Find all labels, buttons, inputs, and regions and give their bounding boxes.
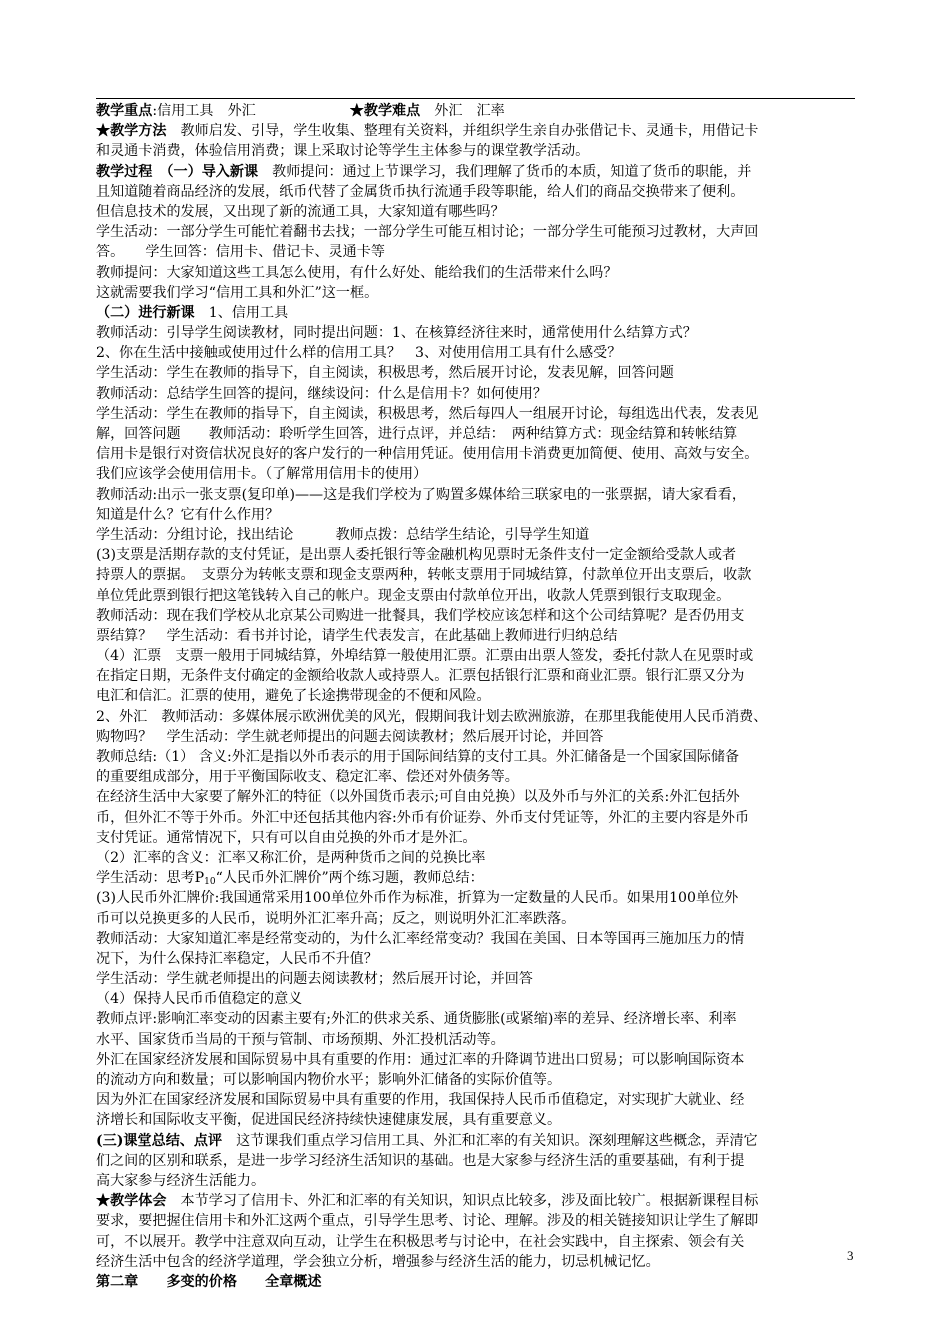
text-line <box>96 1030 858 1050</box>
text-segment: 购物吗？ 学生活动：学生就老师提出的问题去阅读教材；然后展开讨论，并回答 <box>96 728 604 745</box>
text-segment: （4）保持人民币币值稳定的意义 <box>96 991 303 1008</box>
text-line <box>96 162 858 182</box>
text-line <box>96 384 858 404</box>
text-segment: 高大家参与经济生活能力。 <box>96 1172 266 1189</box>
text-line <box>96 1191 858 1211</box>
text-line <box>96 686 858 706</box>
text-line <box>96 545 858 565</box>
text-segment: 电汇和信汇。汇票的使用，避免了长途携带现金的不便和风险。 <box>96 688 491 705</box>
text-segment: 教师活动:出示一张支票(复印单)——这是我们学校为了购置多媒体给三联家电的一张票据，请大家看看， <box>96 486 746 503</box>
text-segment: (3)支票是活期存款的支付凭证，是出票人委托银行等金融机构见票时无条件支付一定金额给受款人或者 <box>96 547 737 564</box>
text-line <box>96 989 858 1009</box>
text-segment: 教师提问：通过上节课学习，我们理解了货币的本质，知道了货币的职能，并 <box>258 163 752 180</box>
text-line <box>96 525 858 545</box>
text-segment: 教师启发、引导，学生收集、整理有关资料，并组织学生亲自办张借记卡、灵通卡，用借记卡 <box>166 123 759 140</box>
text-line <box>96 707 858 727</box>
text-line <box>96 121 858 141</box>
text-segment: 在经济生活中大家要了解外汇的特征（以外国货币表示;可自由兑换）以及外币与外汇的关系:外汇包括外 <box>96 789 740 806</box>
text-segment: 持票人的票据。 支票分为转帐支票和现金支票两种，转帐支票用于同城结算，付款单位开出支票后，收款 <box>96 567 752 584</box>
text-segment: 教师活动：总结学生回答的提问，继续设问：什么是信用卡？如何使用？ <box>96 385 547 402</box>
difficulty-label: ★教学难点 <box>349 103 421 119</box>
text-segment: 学生活动：学生就老师提出的问题去阅读教材；然后展开讨论，并回答 <box>96 971 533 988</box>
text-segment: 1、信用工具 <box>194 304 289 321</box>
text-line <box>96 1272 858 1292</box>
text-segment: 的流动方向和数量；可以影响国内物价水平；影响外汇储备的实际价值等。 <box>96 1072 562 1088</box>
text-line <box>96 303 858 323</box>
text-line <box>96 1090 858 1110</box>
text-line <box>96 323 858 343</box>
text-segment: （4）汇票 支票一般用于同城结算，外埠结算一般使用汇票。汇票由出票人签发，委托付款人在见票时或 <box>96 648 754 665</box>
text-line <box>96 888 858 908</box>
header-rule <box>96 98 855 99</box>
bold-heading-segment: 教学过程 （一）导入新课 <box>96 163 259 180</box>
text-segment: 和灵通卡消费，体验信用消费；课上采取讨论等学生主体参与的课堂教学活动。 <box>96 143 590 160</box>
key-points-label: 教学重点 <box>96 103 153 119</box>
text-line <box>96 1151 858 1171</box>
text-segment: 外汇在国家经济发展和国际贸易中具有重要的作用：通过汇率的升降调节进出口贸易；可以影响国际资本 <box>96 1051 745 1068</box>
text-line <box>96 424 858 444</box>
bold-heading-segment: (三)课堂总结、点评 <box>96 1132 223 1149</box>
text-segment: 济增长和国际收支平衡，促进国民经济持续快速健康发展，具有重要意义。 <box>96 1112 562 1129</box>
page-number: 3 <box>847 1248 854 1263</box>
text-segment: 学生活动：学生在教师的指导下，自主阅读，积极思考，然后展开讨论，发表见解，回答问题 <box>96 365 674 382</box>
text-line <box>96 949 858 969</box>
bold-heading-segment: 第二章 多变的价格 全章概述 <box>96 1273 322 1290</box>
text-segment: 支付凭证。通常情况下，只有可以自由兑换的外币才是外汇。 <box>96 829 477 846</box>
key-points-text: :信用工具 外汇 <box>152 103 256 119</box>
text-segment: 票结算？ 学生活动：看书并讨论，请学生代表发言，在此基础上教师进行归纳总结 <box>96 627 618 644</box>
text-line <box>96 505 858 525</box>
text-segment: 解，回答问题 教师活动：聆听学生回答，进行点评，并总结： 两种结算方式：现金结算和转帐结算 <box>96 426 738 442</box>
text-line <box>96 464 858 484</box>
text-segment: 币可以兑换更多的人民币，说明外汇汇率升高；反之，则说明外汇汇率跌落。 <box>96 910 576 927</box>
text-line <box>96 404 858 424</box>
text-segment: 教师活动：大家知道汇率是经常变动的，为什么汇率经常变动？我国在美国、日本等国再三施加压力的情 <box>96 930 745 947</box>
text-segment: 可，不以展开。教学中注意双向互动，让学生在积极思考与讨论中，在社会实践中，自主探索、领会有关 <box>96 1233 745 1250</box>
text-segment: 教师活动：现在我们学校从北京某公司购进一批餐具，我们学校应该怎样和这个公司结算呢？是否仍用支 <box>96 607 745 624</box>
text-segment: 且知道随着商品经济的发展，纸币代替了金属货币执行流通手段等职能，给人们的商品交换带来了便利。 <box>96 183 745 200</box>
text-line <box>96 767 858 787</box>
text-segment: “人民币外汇牌价”两个练习题，教师总结： <box>215 870 484 887</box>
body-lines <box>96 121 858 1292</box>
text-segment: 学生活动：思考P <box>96 870 205 887</box>
text-line <box>96 485 858 505</box>
text-line <box>96 666 858 686</box>
bold-heading-segment: （二）进行新课 <box>96 304 195 321</box>
text-segment: (3)人民币外汇牌价:我国通常采用100单位外币作为标准，折算为一定数量的人民币。如果用100单位外 <box>96 890 739 907</box>
text-segment: 2、你在生活中接触或使用过什么样的信用工具？ 3、对使用信用工具有什么感受？ <box>96 345 622 362</box>
text-line <box>96 242 858 262</box>
text-line <box>96 787 858 807</box>
text-line <box>96 182 858 202</box>
text-segment: 教师点评:影响汇率变动的因素主要有;外汇的供求关系、通货膨胀(或紧缩)率的差异、经济增长率、利率 <box>96 1011 737 1028</box>
text-segment: 学生活动：学生在教师的指导下，自主阅读，积极思考，然后每四人一组展开讨论，每组选出代表，发表见 <box>96 405 759 422</box>
text-segment: 但信息技术的发展，又出现了新的流通工具，大家知道有哪些吗？ <box>96 203 505 220</box>
text-line <box>96 1110 858 1130</box>
text-segment: 知道是什么？它有什么作用？ <box>96 506 280 523</box>
text-segment: 币，但外汇不等于外币。外汇中还包括其他内容:外币有价证券、外币支付凭证等，外汇的主要内容是外币 <box>96 809 750 826</box>
bold-heading-segment: ★教学方法 <box>96 123 167 140</box>
text-line <box>96 868 858 888</box>
text-segment: 信用卡是银行对资信状况良好的客户发行的一种信用凭证。使用信用卡消费更加简便、使用、高效与安全。 <box>96 446 759 463</box>
text-line <box>96 444 858 464</box>
text-segment: 单位凭此票到银行把这笔钱转入自己的帐户。现金支票由付款单位开出，收款人凭票到银行支取现金。 <box>96 587 731 604</box>
text-line <box>96 1070 858 1090</box>
text-segment: 要求，要把握住信用卡和外汇这两个重点，引导学生思考、讨论、理解。涉及的相关链接知识让学生了解即 <box>96 1213 759 1230</box>
text-line <box>96 808 858 828</box>
text-segment: 学生活动：一部分学生可能忙着翻书去找；一部分学生可能互相讨论；一部分学生可能预习过教材，大声回 <box>96 224 759 241</box>
difficulty-text: 外汇 汇率 <box>434 103 505 119</box>
text-segment: 水平、国家货币当局的干预与管制、市场预期、外汇投机活动等。 <box>96 1031 505 1048</box>
text-segment: 因为外汇在国家经济发展和国际贸易中具有重要的作用，我国保持人民币币值稳定，对实现扩大就业、经 <box>96 1092 745 1109</box>
text-segment: 教师总结:（1） 含义:外汇是指以外币表示的用于国际间结算的支付工具。外汇储备是一个国家国际储备 <box>96 749 740 765</box>
text-line <box>96 202 858 222</box>
text-segment: 学生活动：分组讨论，找出结论 教师点拨：总结学生结论，引导学生知道 <box>96 526 590 543</box>
text-line <box>96 969 858 989</box>
text-line <box>96 626 858 646</box>
text-line <box>96 848 858 868</box>
text-line <box>96 586 858 606</box>
bold-heading-segment: ★教学体会 <box>96 1193 167 1210</box>
subscript-segment: 10 <box>204 877 216 888</box>
text-line <box>96 1232 858 1252</box>
text-line <box>96 727 858 747</box>
text-segment: 2、外汇 教师活动：多媒体展示欧洲优美的风光，假期间我计划去欧洲旅游，在那里我能使用人民币消费、 <box>96 708 768 725</box>
text-line <box>96 1009 858 1029</box>
text-segment: 的重要组成部分，用于平衡国际收支、稳定汇率、偿还对外债务等。 <box>96 769 519 786</box>
text-line <box>96 646 858 666</box>
text-segment: 在指定日期，无条件支付确定的金额给收款人或持票人。汇票包括银行汇票和商业汇票。银行汇票又分为 <box>96 668 745 685</box>
text-line <box>96 606 858 626</box>
text-line <box>96 929 858 949</box>
text-line <box>96 747 858 767</box>
text-line <box>96 1050 858 1070</box>
text-line <box>96 363 858 383</box>
text-line <box>96 283 858 303</box>
key-points-line <box>96 101 858 121</box>
text-segment: （2）汇率的含义：汇率又称汇价，是两种货币之间的兑换比率 <box>96 849 486 866</box>
text-segment: 况下，为什么保持汇率稳定，人民币不升值？ <box>96 950 378 967</box>
text-segment: 经济生活中包含的经济学道理，学会独立分析，增强参与经济生活的能力，切忌机械记忆。 <box>96 1253 660 1270</box>
text-segment: 教师活动：引导学生阅读教材，同时提出问题：1、在核算经济往来时，通常使用什么结算方式？ <box>96 325 697 342</box>
text-segment: 这就需要我们学习“信用工具和外汇”这一框。 <box>96 284 379 301</box>
text-line <box>96 222 858 242</box>
text-line <box>96 343 858 363</box>
text-segment: 教师提问：大家知道这些工具怎么使用，有什么好处、能给我们的生活带来什么吗？ <box>96 264 618 281</box>
text-segment: 答。 学生回答：信用卡、借记卡、灵通卡等 <box>96 244 385 261</box>
text-line <box>96 1171 858 1191</box>
text-line <box>96 1211 858 1231</box>
text-line <box>96 909 858 929</box>
lesson-plan-body <box>96 101 858 1292</box>
text-line <box>96 1131 858 1151</box>
text-line <box>96 828 858 848</box>
text-line <box>96 141 858 161</box>
text-line <box>96 1252 858 1272</box>
text-segment: 我们应该学会使用信用卡。（了解常用信用卡的使用） <box>96 466 428 483</box>
text-line <box>96 263 858 283</box>
text-segment: 这节课我们重点学习信用工具、外汇和汇率的有关知识。深刻理解这些概念，弄清它 <box>222 1132 758 1149</box>
text-segment: 们之间的区别和联系，是进一步学习经济生活知识的基础。也是大家参与经济生活的重要基础，有利于提 <box>96 1152 745 1169</box>
text-line <box>96 565 858 585</box>
text-segment: 本节学习了信用卡、外汇和汇率的有关知识，知识点比较多，涉及面比较广。根据新课程目标 <box>166 1193 759 1210</box>
